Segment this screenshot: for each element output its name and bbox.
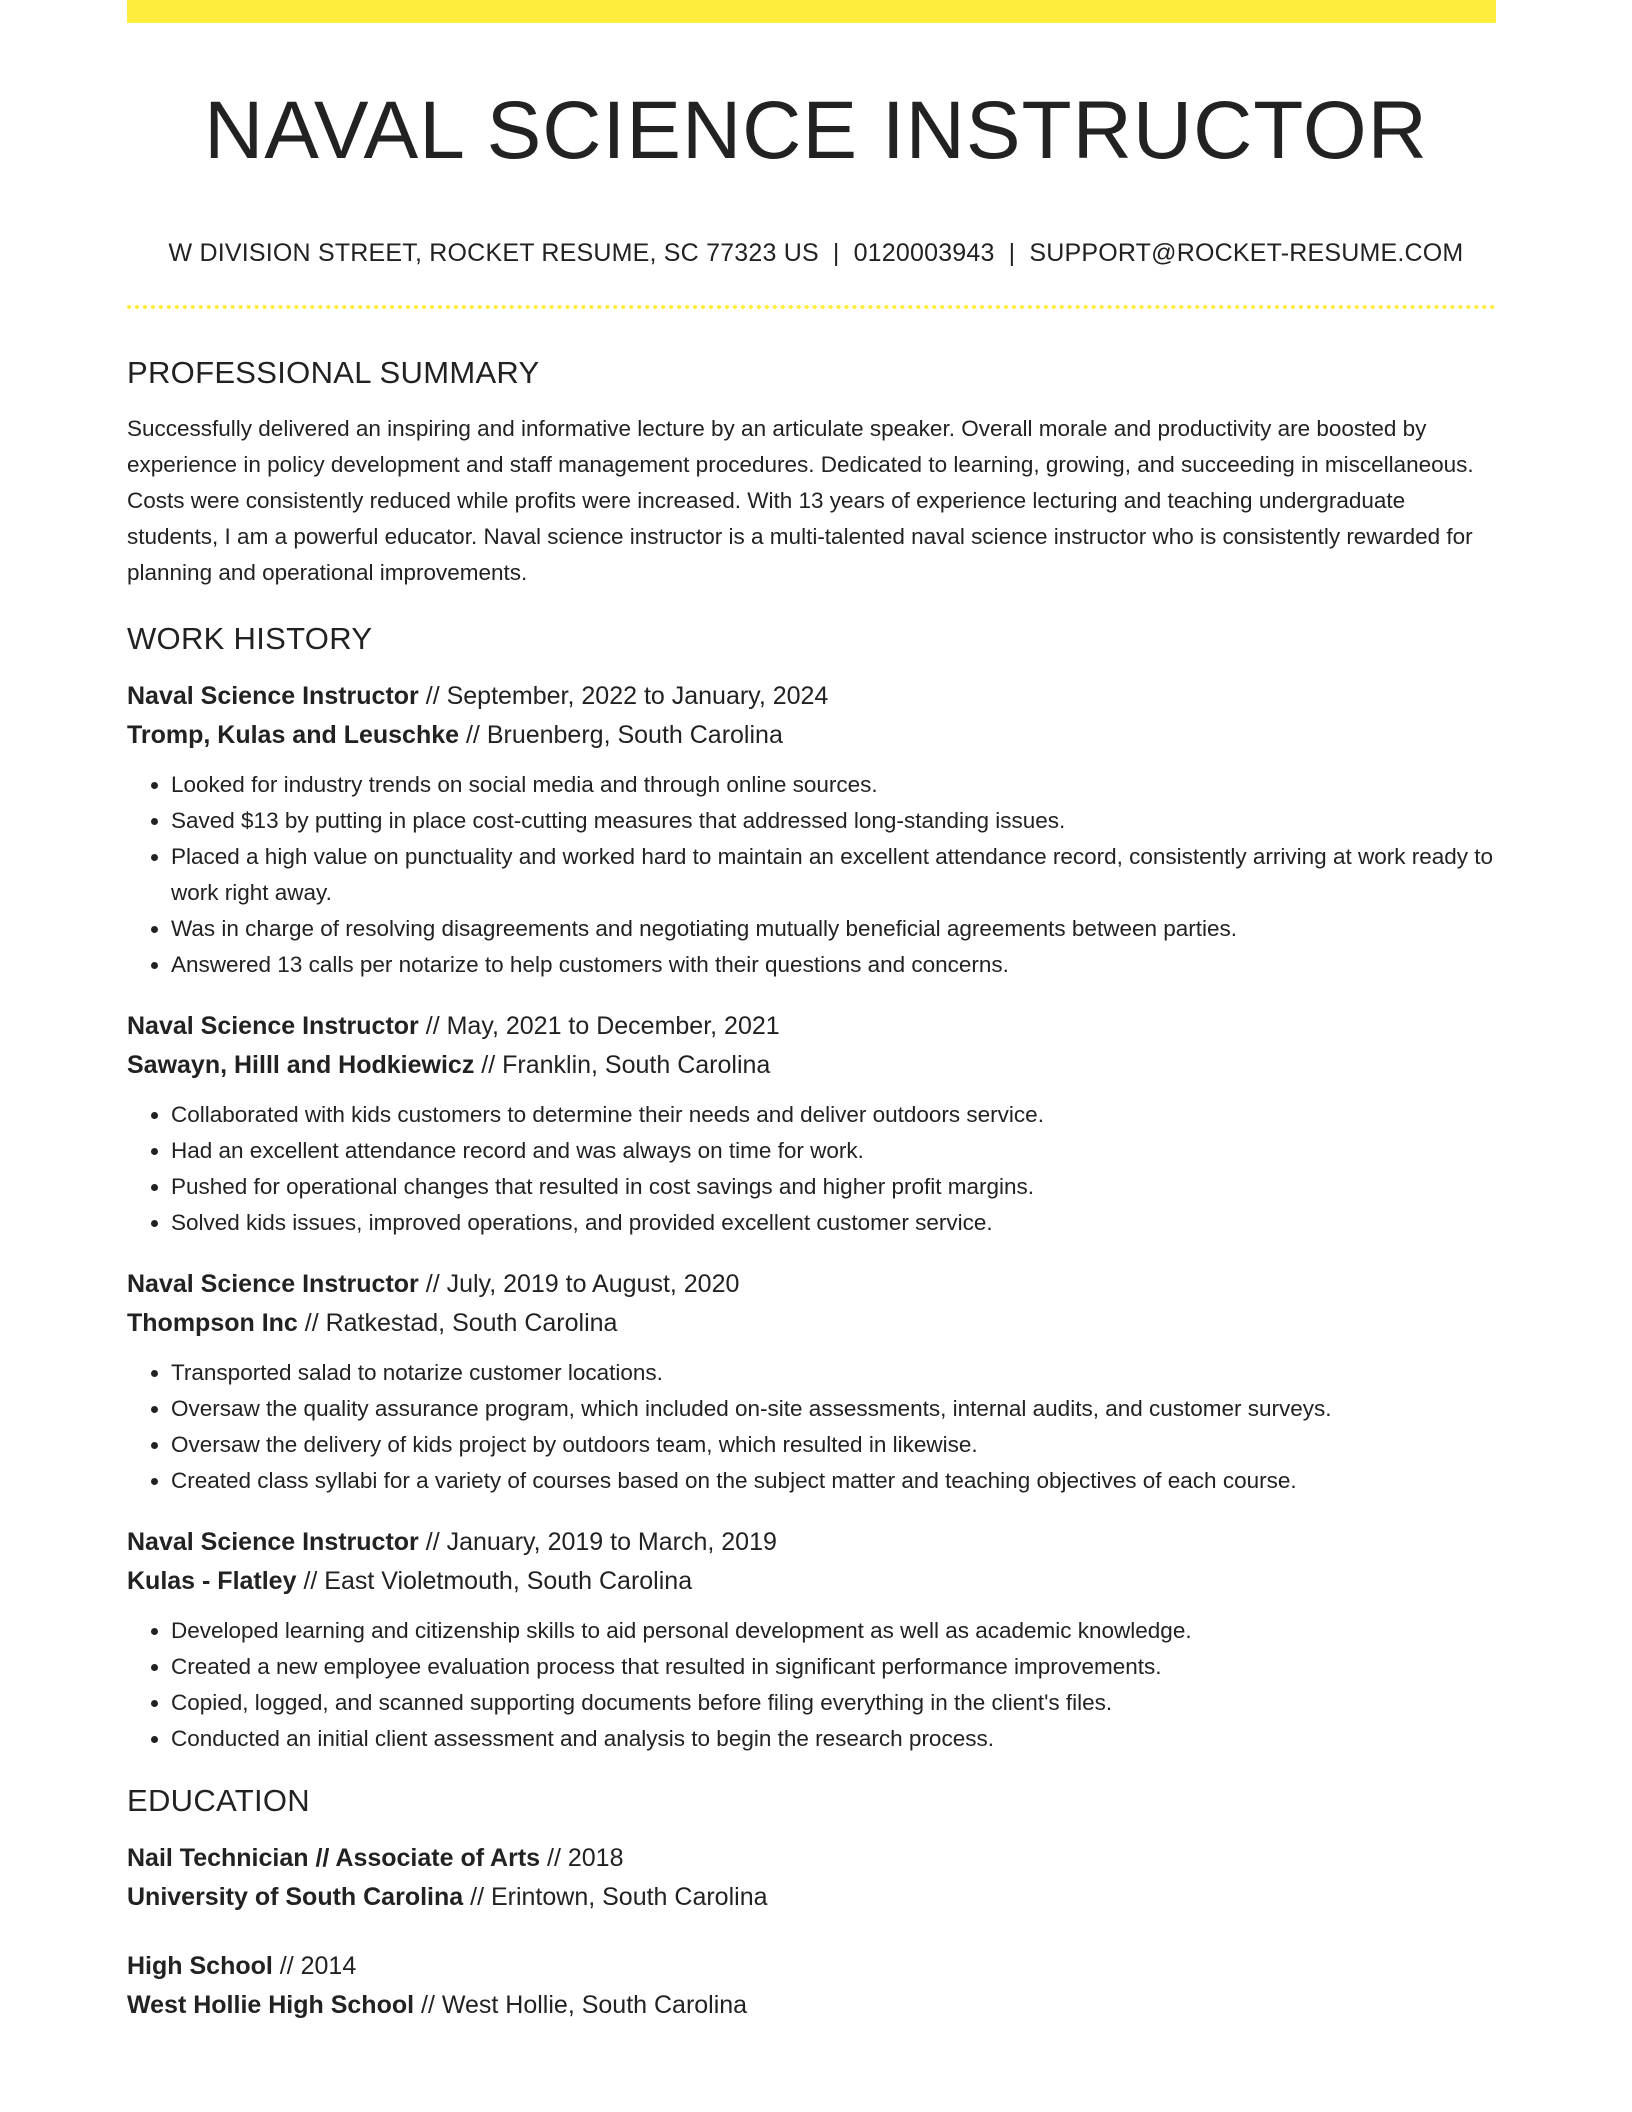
education-heading: EDUCATION — [127, 1783, 310, 1818]
job-company-line — [127, 716, 1496, 755]
job-dates: // July, 2019 to August, 2020 — [425, 1270, 740, 1298]
job-bullet: • Copied, logged, and scanned supporting documents before filing everything in the client's files. — [171, 1685, 1496, 1721]
work-history-list — [127, 677, 1496, 1757]
job-bullet-list — [127, 1097, 1496, 1241]
education-year: // 2018 — [547, 1844, 624, 1872]
contact-line — [0, 236, 1632, 270]
job-bullet: • Created class syllabi for a variety of courses based on the subject matter and teaching objectives of each course. — [171, 1463, 1496, 1499]
job-bullet: • Collaborated with kids customers to determine their needs and deliver outdoors service. — [171, 1097, 1496, 1133]
job-bullet: • Pushed for operational changes that resulted in cost savings and higher profit margins. — [171, 1169, 1496, 1205]
resume-title: NAVAL SCIENCE INSTRUCTOR — [204, 85, 1428, 176]
contact-separator: | — [1008, 239, 1016, 267]
job-company-line — [127, 1304, 1496, 1343]
job-bullet: • Transported salad to notarize customer locations. — [171, 1355, 1496, 1391]
job-entry — [127, 1265, 1496, 1499]
job-entry — [127, 1523, 1496, 1757]
job-role: Naval Science Instructor — [127, 1270, 419, 1298]
education-degree-line — [127, 1947, 1496, 1986]
education-school: University of South Carolina — [127, 1883, 464, 1911]
resume-content — [127, 353, 1496, 2055]
job-bullet: • Oversaw the quality assurance program, which included on-site assessments, internal audits, and customer surveys. — [171, 1391, 1496, 1427]
job-location: // Bruenberg, South Carolina — [465, 721, 783, 749]
job-bullet-list — [127, 767, 1496, 983]
job-entry — [127, 1007, 1496, 1241]
job-company: Sawayn, Hilll and Hodkiewicz — [127, 1051, 475, 1079]
job-title-line — [127, 1523, 1496, 1562]
job-title-line — [127, 1007, 1496, 1046]
summary-heading: PROFESSIONAL SUMMARY — [127, 355, 540, 390]
education-list — [127, 1839, 1496, 2025]
education-degree-line — [127, 1839, 1496, 1878]
education-location: // West Hollie, South Carolina — [421, 1991, 748, 2019]
job-bullet-list — [127, 1613, 1496, 1757]
job-bullet: • Created a new employee evaluation process that resulted in significant performance improvements. — [171, 1649, 1496, 1685]
job-bullet: • Saved $13 by putting in place cost-cutting measures that addressed long-standing issues. — [171, 803, 1496, 839]
top-accent-bar — [127, 0, 1496, 23]
education-school-line — [127, 1986, 1496, 2025]
job-bullet: • Placed a high value on punctuality and worked hard to maintain an excellent attendance record, consistently arriving at work ready to work right away. — [171, 839, 1496, 911]
address: W DIVISION STREET, ROCKET RESUME, SC 77323 US — [168, 239, 819, 267]
job-role: Naval Science Instructor — [127, 1528, 419, 1556]
job-company: Kulas - Flatley — [127, 1567, 297, 1595]
job-bullet: • Solved kids issues, improved operations, and provided excellent customer service. — [171, 1205, 1496, 1241]
job-title-line — [127, 677, 1496, 716]
job-bullet: • Conducted an initial client assessment and analysis to begin the research process. — [171, 1721, 1496, 1757]
education-year: // 2014 — [279, 1952, 357, 1980]
job-location: // Ratkestad, South Carolina — [304, 1309, 618, 1337]
job-company: Tromp, Kulas and Leuschke — [127, 721, 460, 749]
education-degree: Nail Technician // Associate of Arts — [127, 1844, 541, 1872]
job-bullet: • Was in charge of resolving disagreements and negotiating mutually beneficial agreements between parties. — [171, 911, 1496, 947]
dotted-divider — [127, 305, 1496, 309]
education-entry — [127, 1839, 1496, 1917]
job-bullet-list — [127, 1355, 1496, 1499]
work-history-heading: WORK HISTORY — [127, 621, 373, 656]
education-degree: High School — [127, 1952, 273, 1980]
job-company-line — [127, 1562, 1496, 1601]
email-link[interactable]: SUPPORT@ROCKET-RESUME.COM — [1029, 239, 1464, 267]
job-company-line — [127, 1046, 1496, 1085]
job-bullet: • Developed learning and citizenship skills to aid personal development as well as academic knowledge. — [171, 1613, 1496, 1649]
job-bullet: • Oversaw the delivery of kids project by outdoors team, which resulted in likewise. — [171, 1427, 1496, 1463]
job-bullet: • Had an excellent attendance record and was always on time for work. — [171, 1133, 1496, 1169]
job-location: // Franklin, South Carolina — [481, 1051, 771, 1079]
job-company: Thompson Inc — [127, 1309, 298, 1337]
education-location: // Erintown, South Carolina — [470, 1883, 768, 1911]
job-title-line — [127, 1265, 1496, 1304]
job-dates: // January, 2019 to March, 2019 — [425, 1528, 777, 1556]
job-bullet: • Answered 13 calls per notarize to help customers with their questions and concerns. — [171, 947, 1496, 983]
education-school-line — [127, 1878, 1496, 1917]
job-role: Naval Science Instructor — [127, 1012, 419, 1040]
phone: 0120003943 — [853, 239, 995, 267]
education-school: West Hollie High School — [127, 1991, 415, 2019]
job-role: Naval Science Instructor — [127, 682, 419, 710]
job-bullet: • Looked for industry trends on social media and through online sources. — [171, 767, 1496, 803]
summary-text: Successfully delivered an inspiring and informative lecture by an articulate speaker. Overall morale and productivity are boosted by experience in policy development and staff management procedures. Dedicated to learning, growing, and succeeding in miscellaneous. Costs were consistently reduced while profits were increased. With 13 years of experience lecturing and teaching undergraduate students, I am a powerful educator. Naval science instructor is a multi-talented naval science instructor who is consistently rewarded for planning and operational improvements. — [127, 416, 1474, 585]
job-entry — [127, 677, 1496, 983]
job-dates: // May, 2021 to December, 2021 — [425, 1012, 780, 1040]
contact-separator: | — [832, 239, 840, 267]
job-location: // East Violetmouth, South Carolina — [303, 1567, 693, 1595]
job-dates: // September, 2022 to January, 2024 — [425, 682, 829, 710]
education-entry — [127, 1947, 1496, 2025]
